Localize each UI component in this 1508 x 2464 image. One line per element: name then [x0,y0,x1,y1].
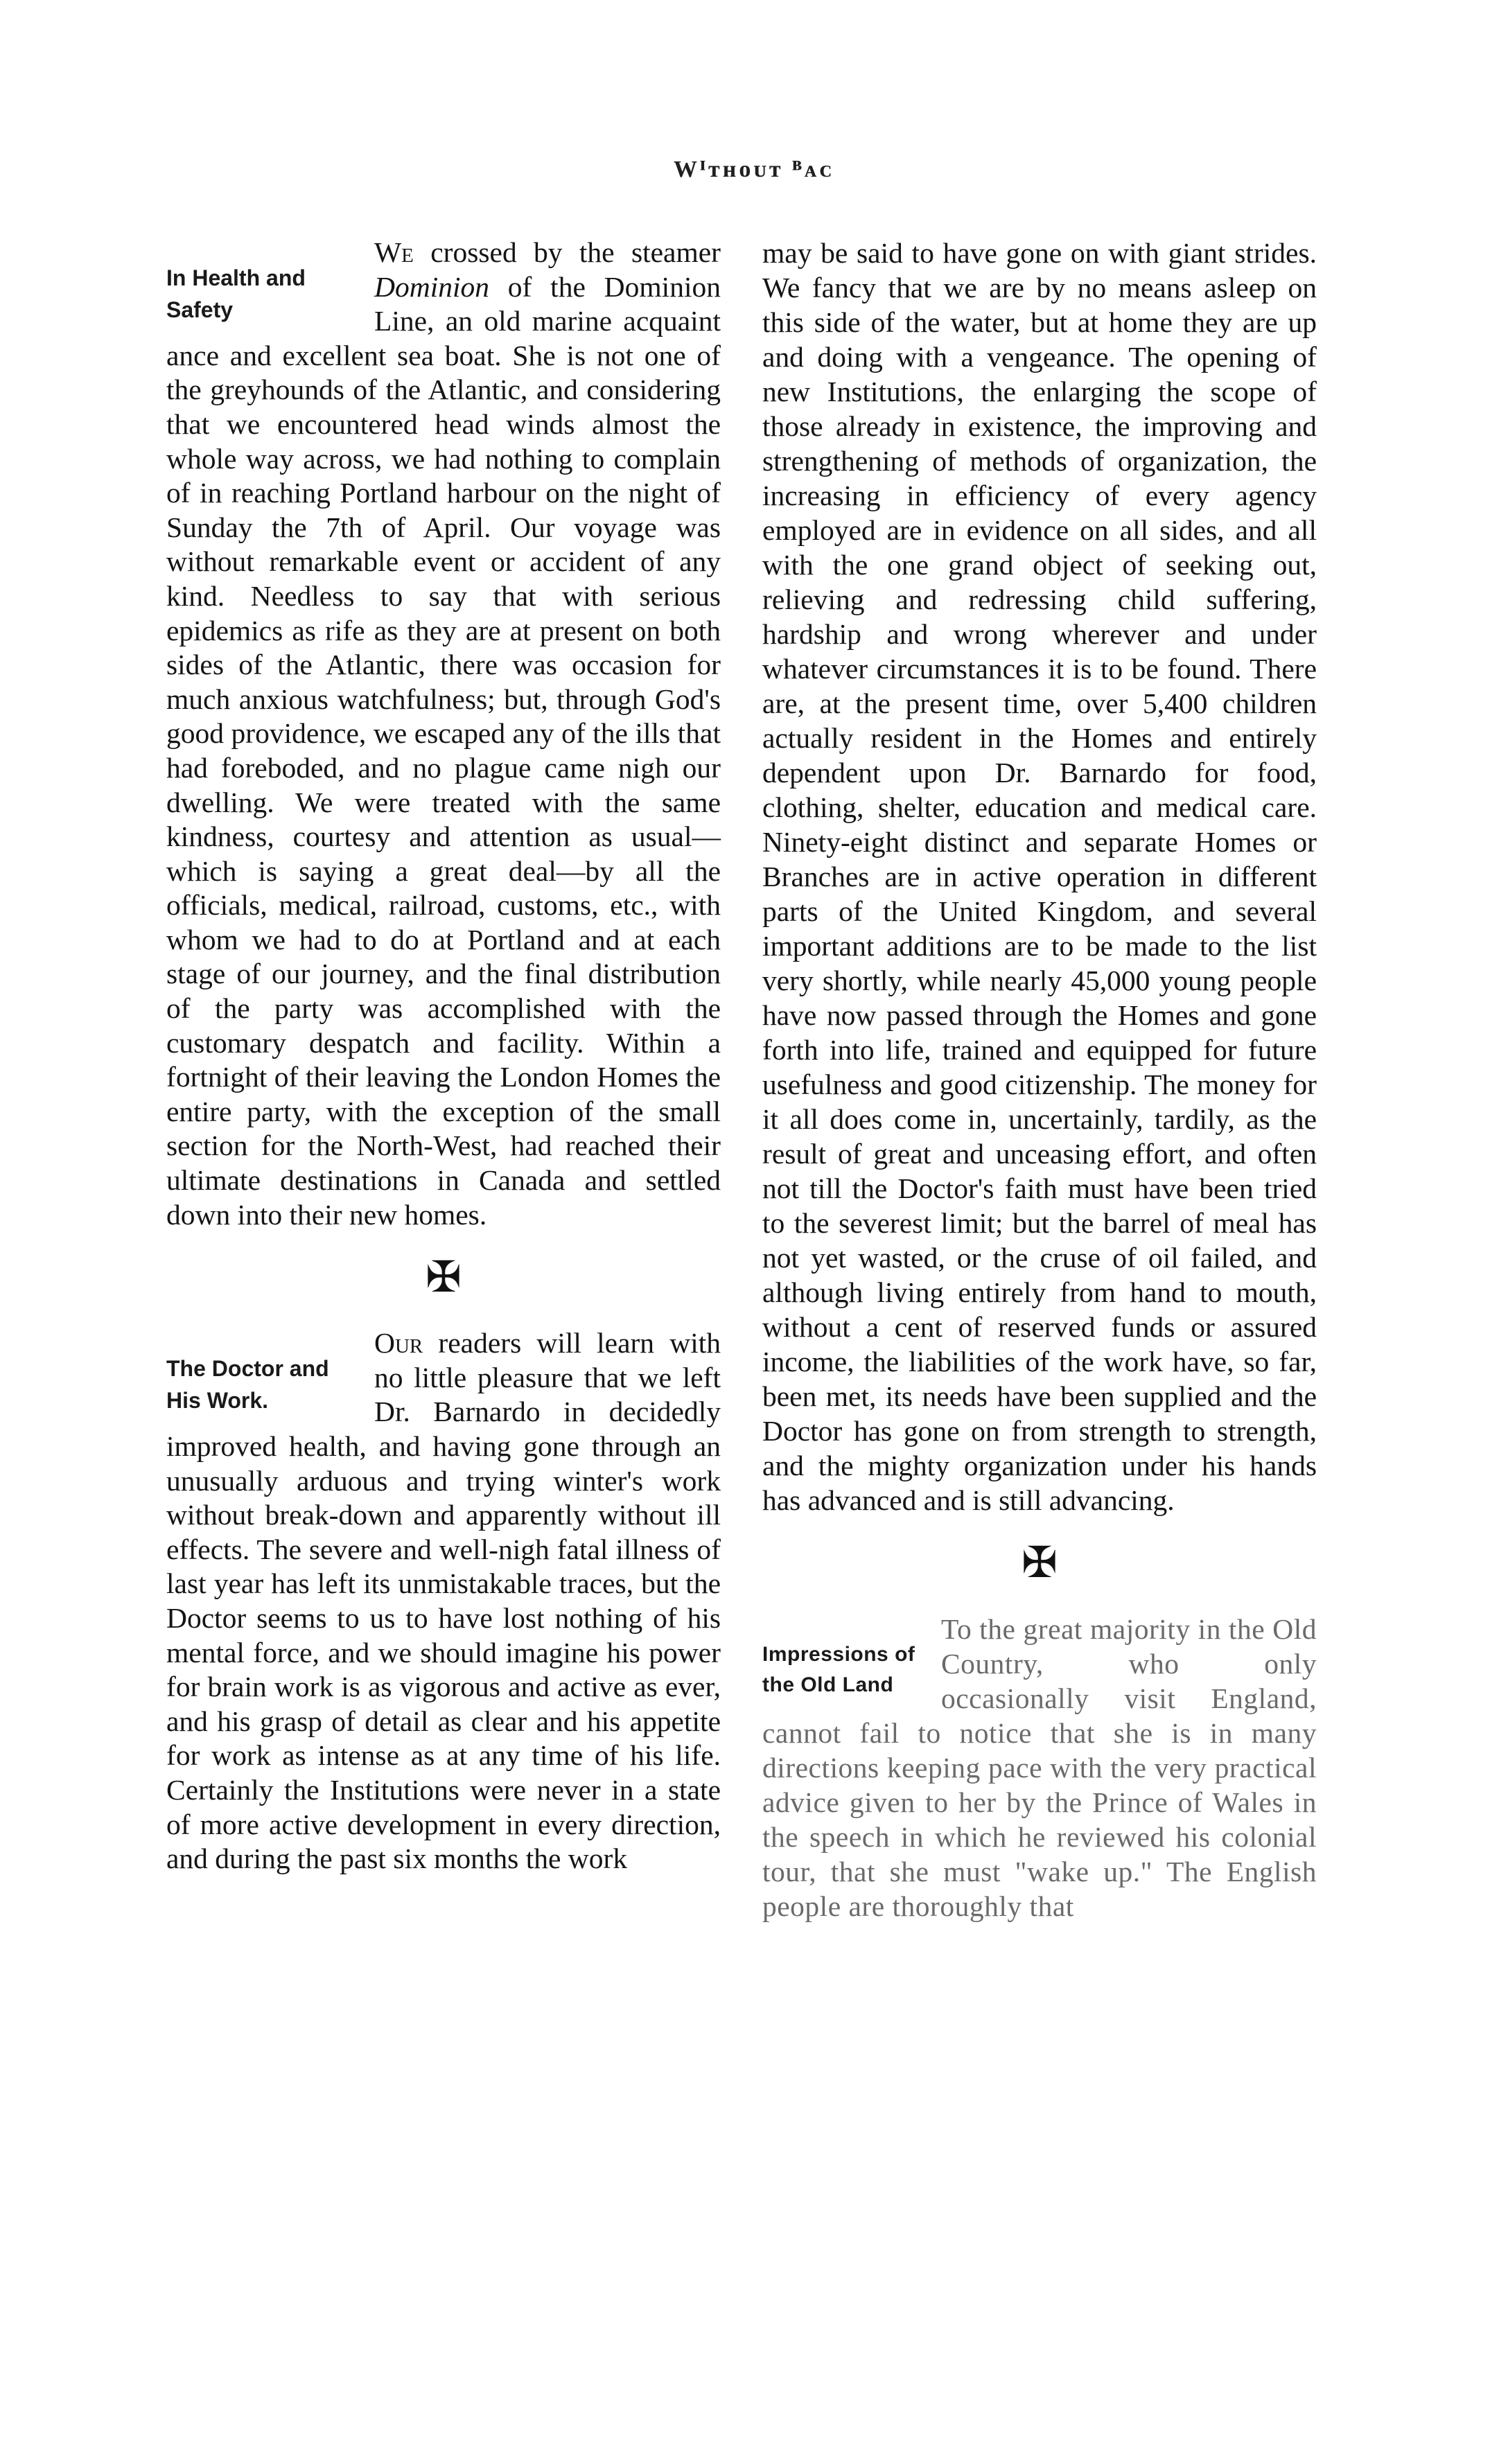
section-old-land [762,1612,1317,1924]
lead-word: We [374,236,414,268]
section-doctor-work [166,1326,721,1876]
running-head: Wᴵᴛʜᴏᴜᴛ ᴮᴀᴄ [673,157,834,182]
left-column [166,236,721,1876]
section-doctor-work-continued [762,236,1317,1517]
side-heading-doctor-work: The Doctor and His Work. [166,1356,329,1414]
text-segment: crossed by the steamer [413,236,721,268]
section-ornament: ✠ [1022,1540,1058,1587]
side-heading-old-land: Impressions of the Old Land [762,1643,915,1696]
paragraph-in-health [166,236,721,1232]
lead-word: Our [374,1327,423,1359]
text-segment: of the Dominion Line, an old marine acquaint ance and excellent sea boat. She is not one of the greyhounds of the Atlantic, and considering that we encountered head winds almost the whole way across, we had nothing to complain of in reaching Portland harbour on the night of Sunday the 7th of April. Our voyage was without remarkable event or accident of any kind. Needless to say that with serious epidemics as rife as they are at present on both sides of the Atlantic, there was occasion for much anxious watchfulness; but, through God's good providence, we escaped any of the ills that had foreboded, and no plague came nigh our dwelling. We were treated with the same kindness, courtesy and attention as usual—which is saying a great deal—by all the officials, medical, railroad, customs, etc., with whom we had to do at Portland and at each stage of our journey, and the final distribution of the party was accomplished with the customary despatch and facility. Within a fortnight of their leaving the London Homes the entire party, with the exception of the small section for the North-West, had reached their ultimate destinations in Canada and settled down into their new homes. [166,270,721,1231]
paragraph-old-land: To the great majority in the Old Country, who only occasionally visit England, cannot fail to notice that she is in many directions keeping pace with the very practical advice given to her by the Prince of Wales in the speech in which he reviewed his colonial tour, that she must "wake up." The English people are thoroughly that [762,1613,1317,1922]
text-segment: readers will learn with no little pleasure that we left Dr. Barnardo in decidedly improved health, and having gone through an unusually arduous and trying winter's work without break-down and apparently without ill effects. The severe and well-nigh fatal illness of last year has left its unmistakable traces, but the Doctor seems to us to have lost nothing of his mental force, and we should imagine his power for brain work is as vigorous and active as ever, and his grasp of detail as clear and his appetite for work as intense as at any time of his life. Certainly the Institutions were never in a state of more active development in every direction, and during the past six months the work [166,1327,721,1875]
section-ornament: ✠ [426,1254,462,1302]
paragraph-doctor-work-continued: may be said to have gone on with giant strides. We fancy that we are by no means asleep on this side of the water, but at home they are up and doing with a vengeance. The opening of new Institutions, the enlarging the scope of those already in existence, the improving and strengthening of methods of organization, the increasing in efficiency of every agency employed are in evidence on all sides, and all with the one grand object of seeking out, relieving and redressing child suffering, hardship and wrong wherever and under whatever circumstances it is to be found. There are, at the present time, over 5,400 children actually resident in the Homes and entirely dependent upon Dr. Barnardo for food, clothing, shelter, education and medical care. Ninety-eight distinct and separate Homes or Branches are in active operation in different parts of the United Kingdom, and several important additions are to be made to the list very shortly, while nearly 45,000 young people have now passed through the Homes and gone forth into life, trained and equipped for future usefulness and good citizenship. The money for it all does come in, uncertainly, tardily, as the result of great and unceasing effort, and often not till the Doctor's faith must have been tried to the severest limit; but the barrel of meal has not yet wasted, or the cruse of oil failed, and although living entirely from hand to mouth, without a cent of reserved funds or assured income, the liabilities of the work have, so far, been met, its needs have been supplied and the Doctor has gone on from strength to strength, and the mighty organization under his hands has advanced and is still advancing. [762,237,1317,1516]
right-column [762,236,1317,1924]
section-in-health [166,236,721,1232]
ship-name: Dominion [374,270,489,303]
side-heading-in-health: In Health and Safety [166,265,306,322]
